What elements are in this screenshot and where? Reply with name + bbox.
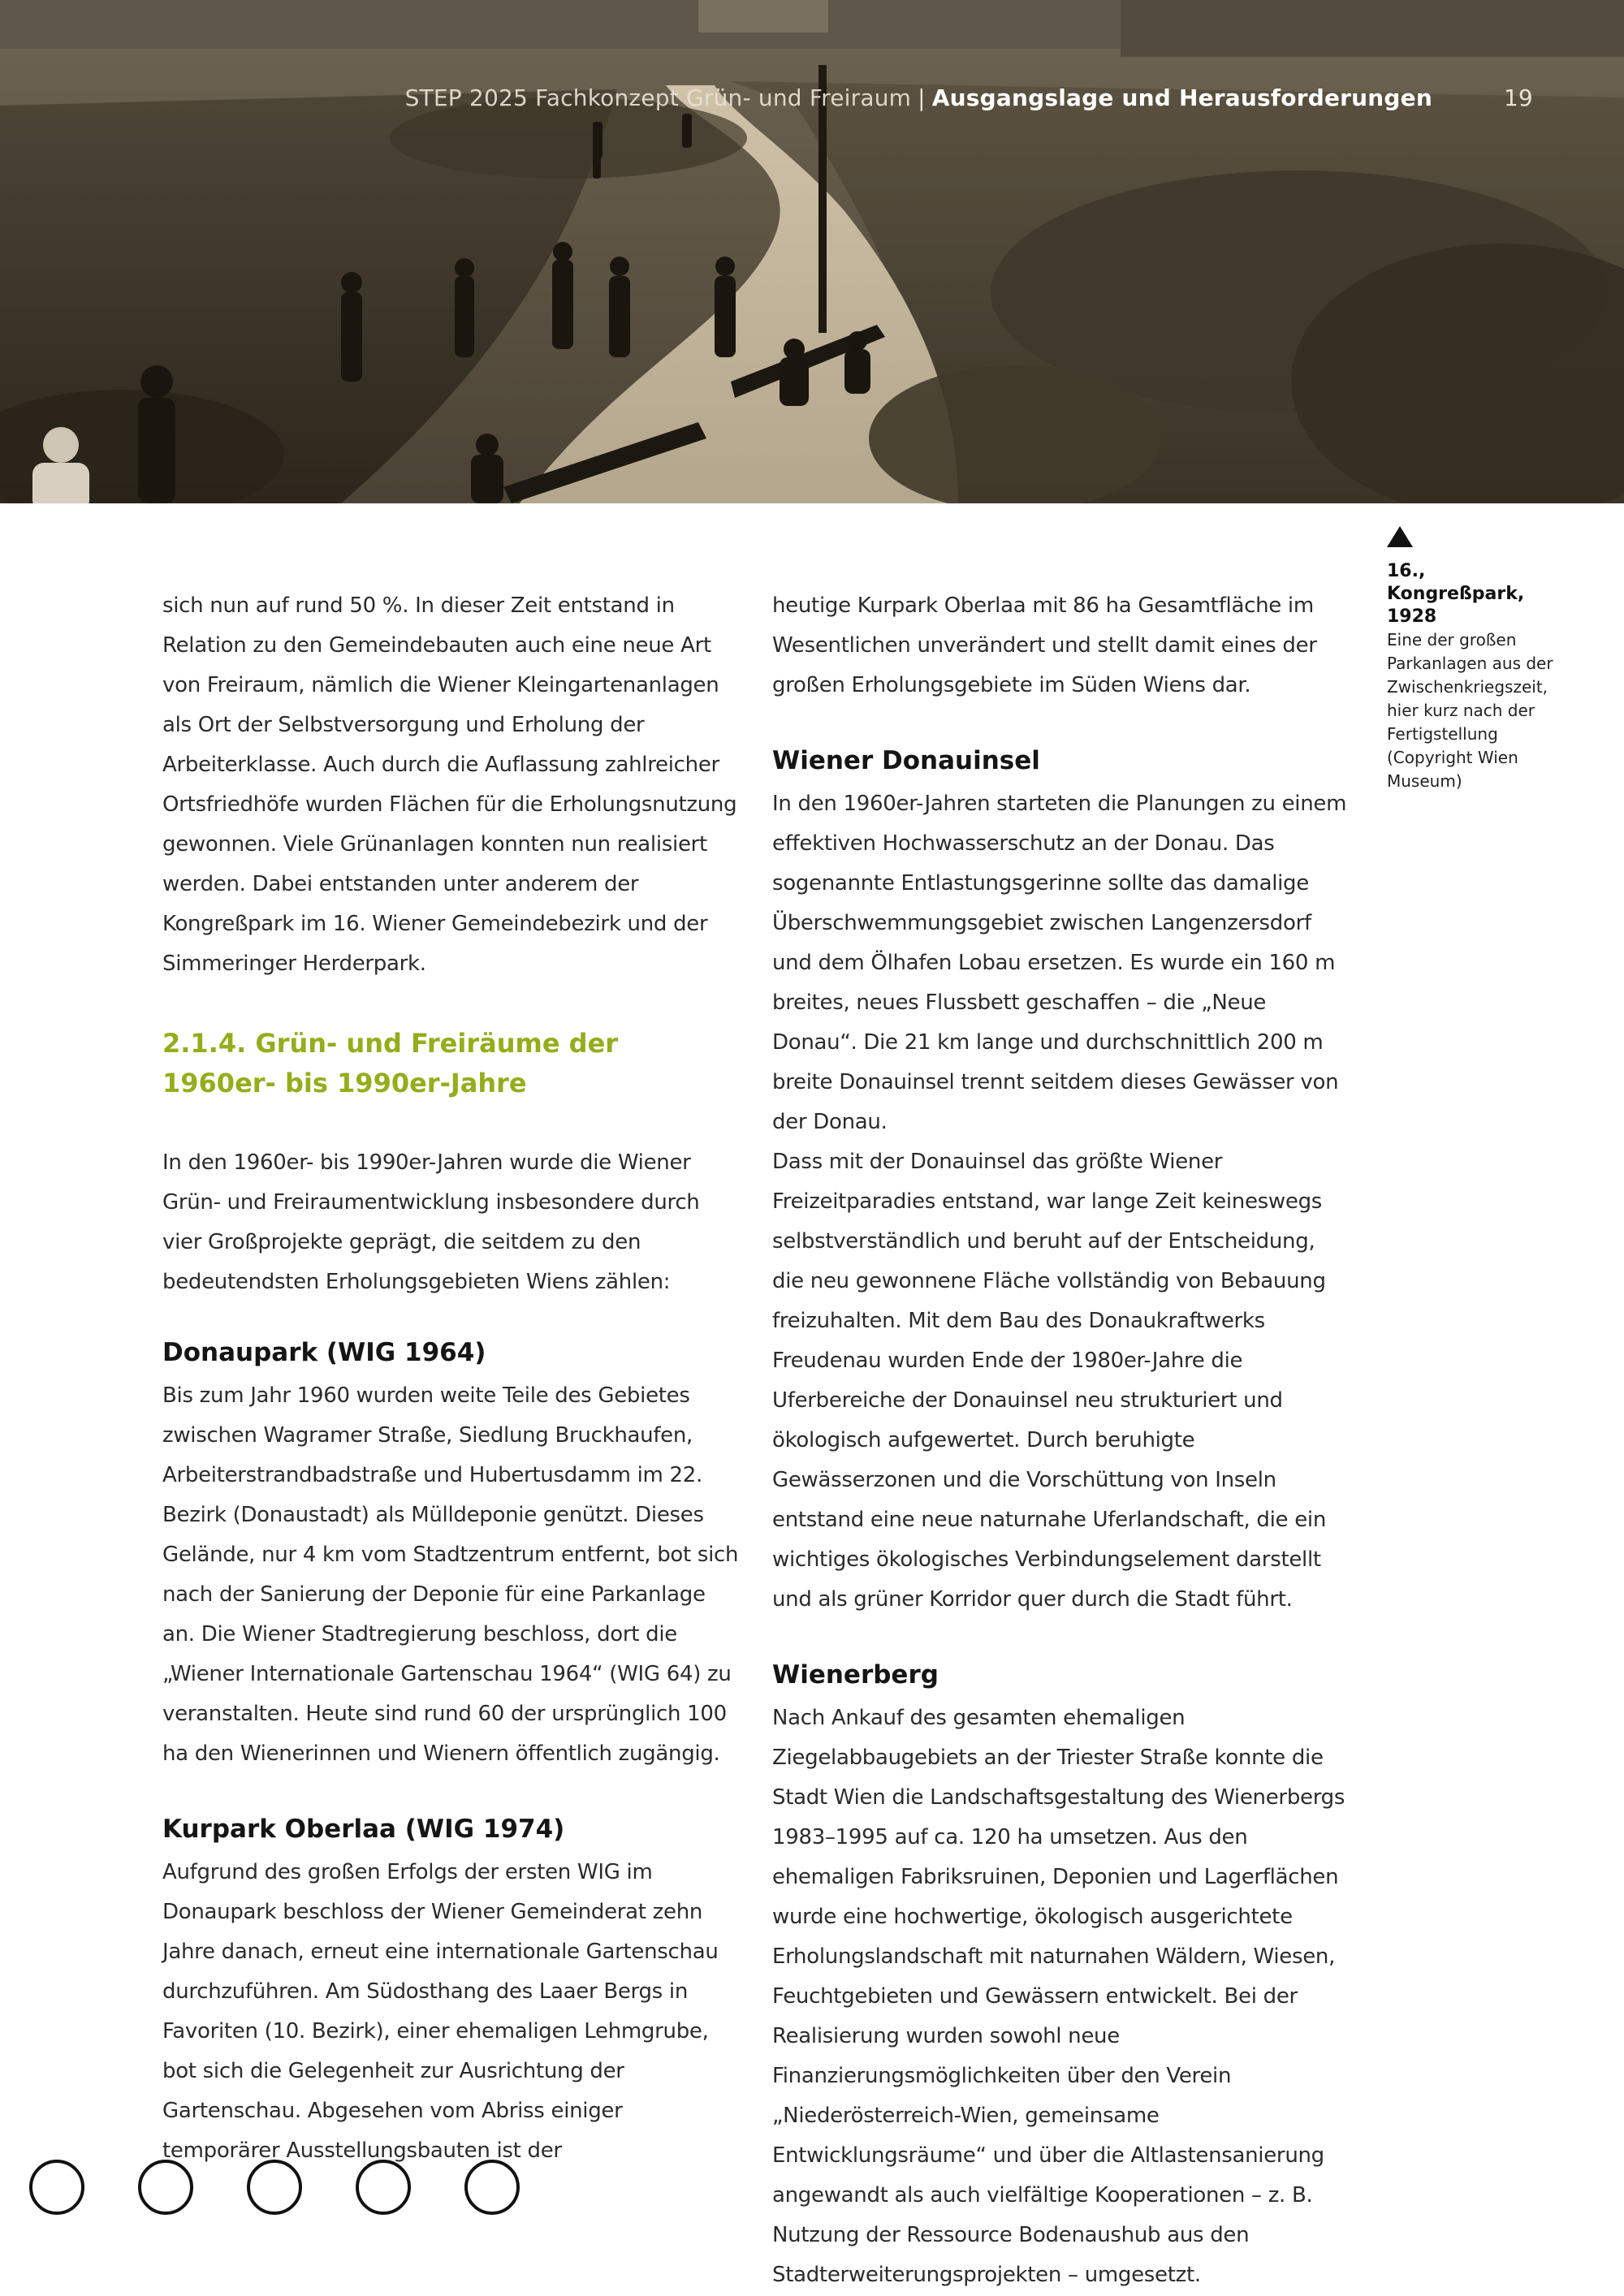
hero-photo xyxy=(0,0,1624,503)
circle-icon xyxy=(247,2160,302,2215)
circle-icon xyxy=(356,2160,411,2215)
right-column xyxy=(772,586,1349,2295)
donauinsel-paragraph-2: Dass mit der Donauinsel das größte Wiener Freizeitparadies entstand, war lange Zeit keineswegs selbstverständlich und beruht auf der Entscheidung, die neu gewonnene Fläche vollständig von Bebauung freizuhalten. Mit dem Bau des Donaukraftwerks Freudenau wurden Ende der 1980er-Jahre die Uferbereiche der Donauinsel neu strukturiert und ökologisch aufgewertet. Durch beruhigte Gewässerzonen und die Vorschüttung von Inseln entstand eine neue naturnahe Uferlandschaft, die ein wichtiges ökologisches Verbindungselement darstellt und als grüner Korridor quer durch die Stadt führt. xyxy=(772,1150,1326,1612)
circle-icon xyxy=(138,2160,193,2215)
wienerberg-heading: Wienerberg xyxy=(772,1660,939,1690)
donauinsel-heading: Wiener Donauinsel xyxy=(772,746,1040,775)
section-title: Ausgangslage und Herausforderungen xyxy=(931,84,1432,111)
section-heading: 2.1.4. Grün- und Freiräume der 1960er- bis 1990er-Jahre xyxy=(162,1028,619,1098)
caption-title: 16., Kongreßpark, 1928 xyxy=(1387,561,1525,627)
donauinsel-paragraph-1: In den 1960er-Jahren starteten die Planungen zu einem effektiven Hochwasserschutz an der Donau. Das sogenannte Entlastungsgerinne sollte das damalige Überschwemmungsgebiet zwischen Langenzersdorf und dem Ölhafen Lobau ersetzen. Es wurde ein 160 m breites, neues Flussbett geschaffen – die „Neue Donau“. Die 21 km lange und durchschnittlich 200 m breite Donauinsel trennt seitdem dieses Gewässer von der Donau. xyxy=(772,792,1347,1134)
page-number: 19 xyxy=(1504,84,1533,111)
photo-caption xyxy=(1387,526,1557,793)
circle-icon xyxy=(464,2160,520,2215)
park-photo-illustration xyxy=(0,0,1624,503)
running-header xyxy=(405,84,1432,111)
decorative-circles xyxy=(29,2160,520,2215)
publication-title: STEP 2025 Fachkonzept Grün- und Freiraum xyxy=(404,84,912,111)
kurpark-continued-paragraph: heutige Kurpark Oberlaa mit 86 ha Gesamtfläche im Wesentlichen unverändert und stellt damit eines der großen Erholungsgebiete im Süden Wiens dar. xyxy=(772,593,1317,697)
intro-paragraph: sich nun auf rund 50 %. In dieser Zeit entstand in Relation zu den Gemeindebauten auch eine neue Art von Freiraum, nämlich die Wiener Kleingartenanlagen als Ort der Selbstversorgung und Erholung der Arbeiterklasse. Auch durch die Auflassung zahlreicher Ortsfriedhöfe wurden Flächen für die Erholungsnutzung gewonnen. Viele Grünanlagen konnten nun realisiert werden. Dabei entstanden unter anderem der Kongreßpark im 16. Wiener Gemeindebezirk und der Simmeringer Herderpark. xyxy=(162,593,737,976)
kurpark-paragraph: Aufgrund des großen Erfolgs der ersten WIG im Donaupark beschloss der Wiener Gemeinderat zehn Jahre danach, erneut eine internationale Gartenschau durchzuführen. Am Südosthang des Laaer Bergs in Favoriten (10. Bezirk), einer ehemaligen Lehmgrube, bot sich die Gelegenheit zur Ausrichtung der Gartenschau. Abgesehen vom Abriss einiger temporärer Ausstellungsbauten ist der xyxy=(162,1860,719,2163)
triangle-up-icon xyxy=(1387,526,1413,547)
donaupark-paragraph: Bis zum Jahr 1960 wurden weite Teile des Gebietes zwischen Wagramer Straße, Siedlung Bruckhaufen, Arbeiterstrandbadstraße und Hubertusdamm im 22. Bezirk (Donaustadt) als Mülldeponie genützt. Dieses Gelände, nur 4 km vom Stadtzentrum entfernt, bot sich nach der Sanierung der Deponie für eine Parkanlage an. Die Wiener Stadtregierung beschloss, dort die „Wiener Internationale Gartenschau 1964“ (WIG 64) zu veranstalten. Heute sind rund 60 der ursprünglich 100 ha den Wienerinnen und Wienern öffentlich zugängig. xyxy=(162,1383,739,1766)
wienerberg-paragraph: Nach Ankauf des gesamten ehemaligen Ziegelabbaugebiets an der Triester Straße konnte die Stadt Wien die Landschaftsgestaltung des Wienerbergs 1983–1995 auf ca. 120 ha umsetzen. Aus den ehemaligen Fabriksruinen, Deponien und Lagerflächen wurde eine hochwertige, ökologisch ausgerichtete Erholungslandschaft mit naturnahen Wäldern, Wiesen, Feuchtgebieten und Gewässern entwickelt. Bei der Realisierung wurden sowohl neue Finanzierungsmöglichkeiten über den Verein „Niederösterreich-Wien, gemeinsame Entwicklungsräume“ und über die Altlastensanierung angewandt als auch vielfältige Kooperationen – z. B. Nutzung der Ressource Bodenaushub aus den Stadterweiterungsprojekten – umgesetzt. xyxy=(772,1706,1345,2287)
donaupark-heading: Donaupark (WIG 1964) xyxy=(162,1338,486,1367)
header-separator: | xyxy=(918,84,926,111)
section-intro-paragraph: In den 1960er- bis 1990er-Jahren wurde die Wiener Grün- und Freiraumentwicklung insbesondere durch vier Großprojekte geprägt, die seitdem zu den bedeutendsten Erholungsgebieten Wiens zählen: xyxy=(162,1150,700,1294)
caption-text: Eine der großen Parkanlagen aus der Zwischenkriegszeit, hier kurz nach der Fertigstellung (Copyright Wien Museum) xyxy=(1387,630,1553,791)
kurpark-heading: Kurpark Oberlaa (WIG 1974) xyxy=(162,1815,565,1844)
circle-icon xyxy=(29,2160,84,2215)
left-column xyxy=(162,586,739,2171)
